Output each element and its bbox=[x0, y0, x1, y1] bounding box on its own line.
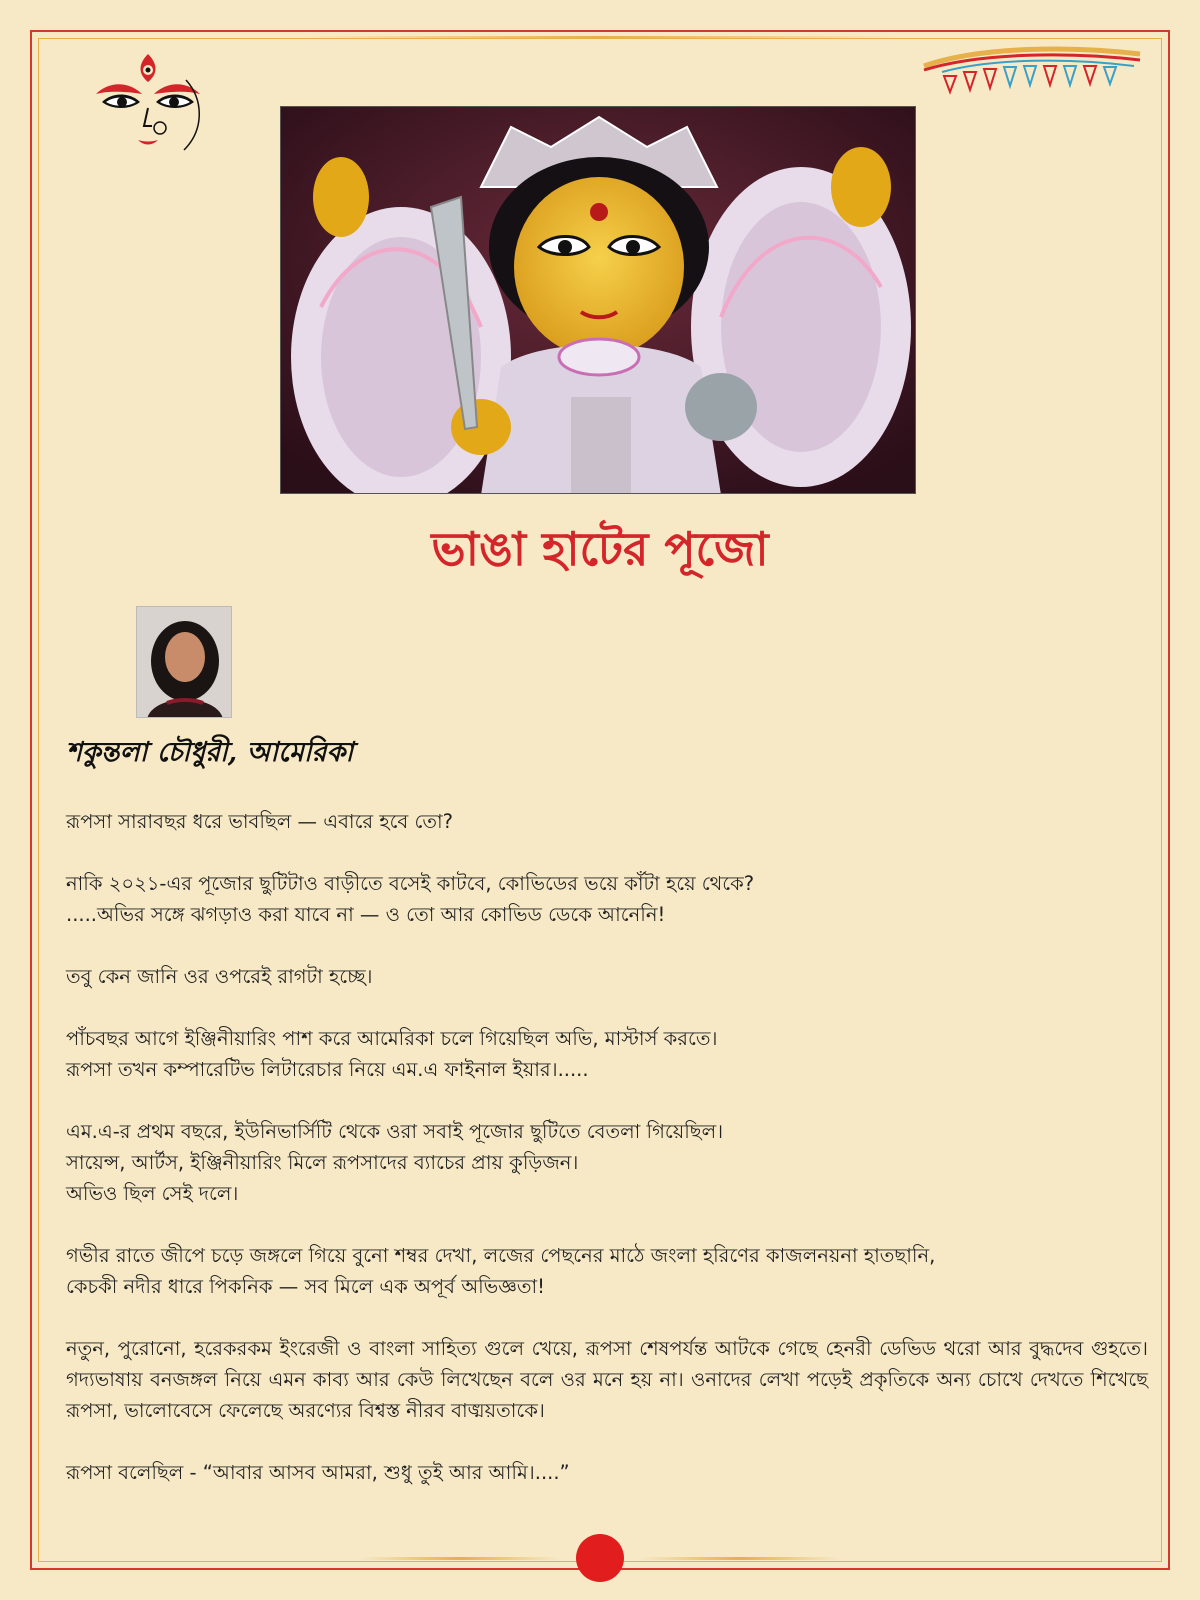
story-line: সায়েন্স, আর্টস, ইঞ্জিনীয়ারিং মিলে রূপসাদের ব্যাচের প্রায় কুড়িজন। bbox=[66, 1151, 579, 1174]
story-line: রূপসা তখন কম্পারেটিভ লিটারেচার নিয়ে এম.এ ফাইনাল ইয়ার।..... bbox=[66, 1058, 589, 1081]
paragraph-3 bbox=[66, 961, 1148, 992]
story-line: রূপসা সারাবছর ধরে ভাবছিল — এবারে হবে তো? bbox=[66, 810, 454, 833]
story-line: নাকি ২০২১-এর পূজোর ছুটিটাও বাড়ীতে বসেই কাটবে, কোভিডের ভয়ে কাঁটা হয়ে থেকে? bbox=[66, 872, 755, 895]
paragraph-1 bbox=[66, 806, 1148, 837]
paragraph-6 bbox=[66, 1240, 1148, 1302]
author-name: শকুন্তলা চৌধুরী, আমেরিকা bbox=[66, 737, 354, 768]
paragraph-5 bbox=[66, 1116, 1148, 1209]
author-photo bbox=[136, 606, 232, 718]
story-line: পাঁচবছর আগে ইঞ্জিনীয়ারিং পাশ করে আমেরিকা চলে গিয়েছিল অভি, মাস্টার্স করতে। bbox=[66, 1027, 718, 1050]
durga-face-icon bbox=[88, 50, 208, 160]
story-title: ভাঙা হাটের পূজো bbox=[431, 522, 769, 576]
paragraph-4 bbox=[66, 1023, 1148, 1085]
red-dot-icon bbox=[576, 1534, 624, 1582]
story-line: কেচকী নদীর ধারে পিকনিক — সব মিলে এক অপূর্ব অভিজ্ঞতা! bbox=[66, 1275, 545, 1298]
story-line: তবু কেন জানি ওর ওপরেই রাগটা হচ্ছে। bbox=[66, 965, 373, 988]
story-line: .....অভির সঙ্গে ঝগড়াও করা যাবে না — ও তো আর কোভিড ডেকে আনেনি! bbox=[66, 903, 666, 926]
story-line: গভীর রাতে জীপে চড়ে জঙ্গলে গিয়ে বুনো শম্বর দেখা, লজের পেছনের মাঠে জংলা হরিণের কাজলনয়না হাতছানি, bbox=[66, 1244, 936, 1267]
story-body bbox=[66, 806, 1148, 1519]
bottom-decorative-line-left bbox=[360, 1557, 560, 1560]
bunting-icon bbox=[922, 44, 1142, 114]
paragraph-8 bbox=[66, 1457, 1148, 1488]
paragraph-7: নতুন, পুরোনো, হরেকরকম ইংরেজী ও বাংলা সাহিত্য গুলে খেয়ে, রূপসা শেষপর্যন্ত আটকে গেছে হেনরী ডেভিড থরো আর বুদ্ধদেব গুহতে। গদ্যভাষায় বনজঙ্গল নিয়ে এমন কাব্য আর কেউ লিখেছেন বলে ওর মনে হয় না। ওনাদের লেখা পড়েই প্রকৃতিকে অন্য চোখে দেখতে শিখেছে রূপসা, ভালোবেসে ফেলেছে অরণ্যের বিশ্বস্ত নীরব বাঙ্ময়তাকে। bbox=[66, 1337, 1148, 1422]
paragraph-2 bbox=[66, 868, 1148, 930]
story-line: এম.এ-র প্রথম বছরে, ইউনিভার্সিটি থেকে ওরা সবাই পূজোর ছুটিতে বেতলা গিয়েছিল। bbox=[66, 1120, 724, 1143]
top-decorative-line bbox=[300, 36, 900, 39]
bottom-decorative-line-right bbox=[640, 1557, 840, 1560]
story-line: রূপসা বলেছিল - “আবার আসব আমরা, শুধু তুই আর আমি।....” bbox=[66, 1461, 570, 1484]
durga-idol-image bbox=[280, 106, 916, 494]
story-line: অভিও ছিল সেই দলে। bbox=[66, 1182, 239, 1205]
